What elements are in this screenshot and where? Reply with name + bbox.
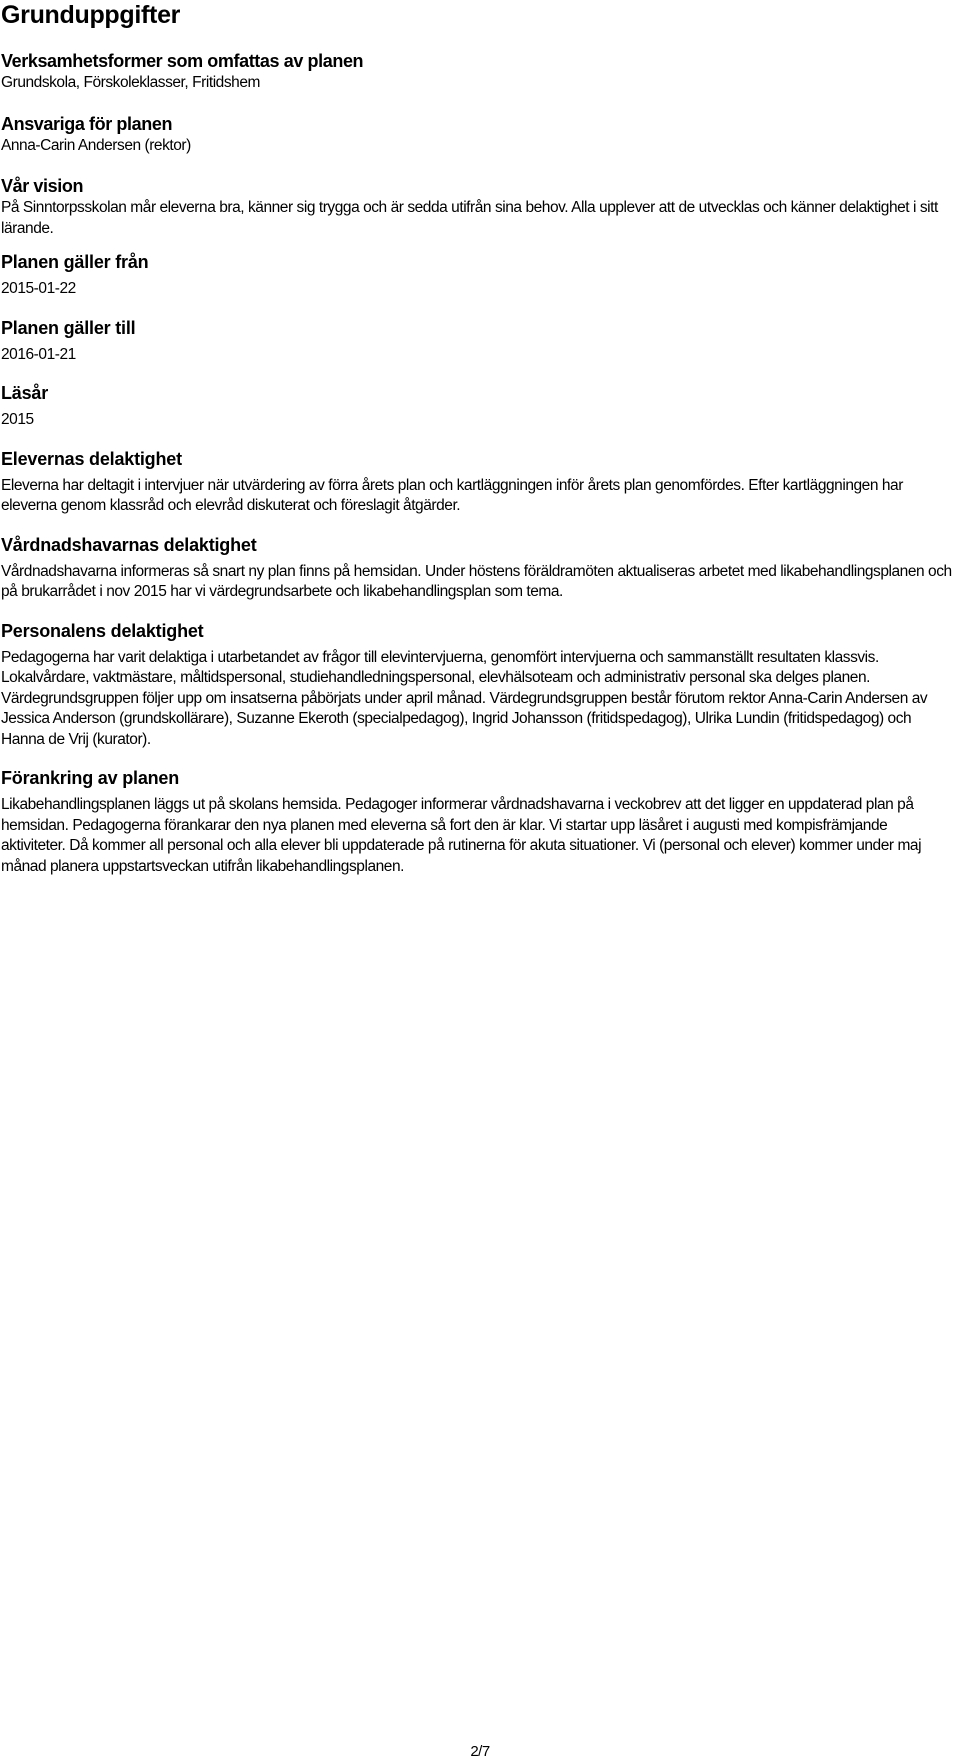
- section-heading: Läsår: [1, 383, 49, 403]
- section-galler-till: [1, 317, 953, 366]
- page-title: Grunduppgifter: [1, 1, 181, 29]
- section-heading: Förankring av planen: [1, 768, 180, 788]
- section-text: 2015-01-22: [1, 280, 76, 297]
- section-verksamhetsformer: [1, 51, 953, 94]
- section-heading: Vår vision: [1, 176, 84, 196]
- section-personalens-delaktighet: [1, 620, 953, 751]
- section-text: Grundskola, Förskoleklasser, Fritidshem: [1, 74, 260, 91]
- section-ansvariga: [1, 114, 953, 157]
- section-text: Likabehandlingsplanen läggs ut på skolans hemsida. Pedagoger informerar vårdnadshavarna i veckobrev att det ligger en uppdaterad plan på hemsidan. Pedagogerna förankarar den nya planen med eleverna så fort den är klar. Vi startar upp läsåret i augusti med kompisfrämjande aktiviteter. Då kommer all personal och alla elever bli uppdaterade på rutinerna för akuta situationer. Vi (personal och elever) kommer under maj månad planera uppstartsveckan utifrån likabehandlingsplanen.: [1, 796, 922, 875]
- section-text: 2016-01-21: [1, 345, 76, 363]
- section-elevernas-delaktighet: [1, 448, 953, 517]
- section-heading: Personalens delaktighet: [1, 620, 204, 641]
- section-text: Anna-Carin Andersen (rektor): [1, 136, 191, 154]
- section-text: 2015: [1, 411, 34, 428]
- section-text: Eleverna har deltagit i intervjuer när utvärdering av förra årets plan och kartläggningen inför årets plan genomfördes. Efter kartläggningen har eleverna genom klassråd och elevråd diskuterat och föreslagit åtgärder.: [1, 476, 903, 514]
- section-heading: Ansvariga för planen: [1, 113, 173, 134]
- section-heading: Vårdnadshavarnas delaktighet: [1, 534, 257, 555]
- document-page: [1, 0, 953, 877]
- section-heading: Planen gäller från: [1, 252, 149, 272]
- section-vision: [1, 176, 953, 239]
- section-galler-fran: [1, 251, 953, 300]
- section-forankring: [1, 767, 953, 877]
- section-vardnadshavarnas-delaktighet: [1, 534, 953, 603]
- section-heading: Verksamhetsformer som omfattas av planen: [1, 51, 364, 71]
- section-lasar: [1, 382, 953, 431]
- section-text: Vårdnadshavarna informeras så snart ny plan finns på hemsidan. Under höstens föräldramöten aktualiseras arbetet med likabehandlingsplanen och på brukarrådet i nov 2015 har vi värdegrundsarbete och likabehandlingsplan som tema.: [1, 562, 952, 600]
- section-text: Pedagogerna har varit delaktiga i utarbetandet av frågor till elevintervjuerna, genomfört intervjuerna och sammanställt resultaten klassvis. Lokalvårdare, vaktmästare, måltidspersonal, studiehandledningspersonal, elevhälsoteam och administrativ personal ska delges planen. Värdegrundsgruppen följer upp om insatserna påbörjats under april månad. Värdegrundsgruppen består förutom rektor Anna-Carin Andersen av Jessica Anderson (grundskollärare), Suzanne Ekeroth (specialpedagog), Ingrid Johansson (fritidspedagog), Ulrika Lundin (fritidspedagog) och Hanna de Vrij (kurator).: [1, 648, 928, 748]
- section-heading: Elevernas delaktighet: [1, 448, 182, 469]
- section-text: På Sinntorpsskolan mår eleverna bra, känner sig trygga och är sedda utifrån sina behov. Alla upplever att de utvecklas och känner delaktighet i sitt lärande.: [1, 199, 938, 237]
- page-number: 2/7: [470, 1743, 490, 1760]
- section-heading: Planen gäller till: [1, 317, 136, 338]
